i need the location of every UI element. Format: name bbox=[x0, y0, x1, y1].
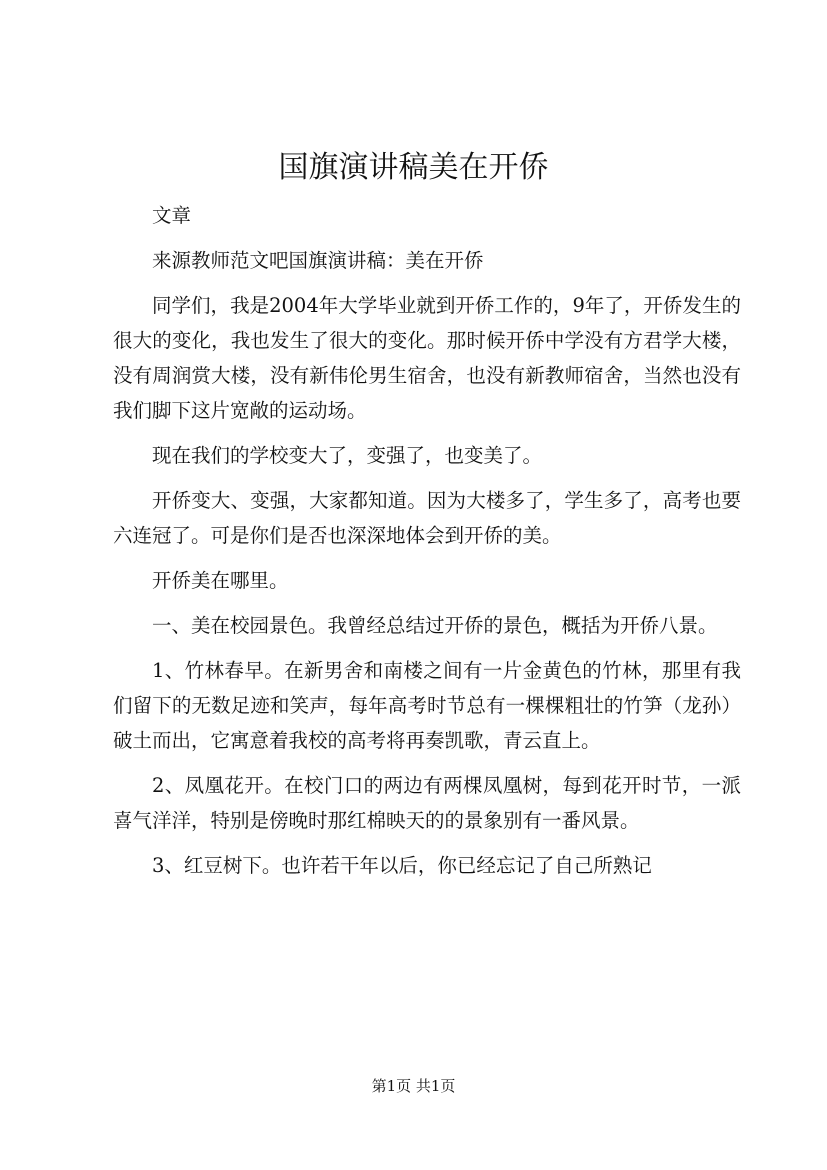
paragraph-strong: 开侨变大、变强，大家都知道。因为大楼多了，学生多了，高考也要六连冠了。可是你们是否也深深地体会到开侨的美。 bbox=[113, 489, 741, 547]
paragraph-scenery: 一、美在校园景色。我曾经总结过开侨的景色，概括为开侨八景。 bbox=[152, 614, 718, 637]
paragraph-bamboo: 1、竹林春早。在新男舍和南楼之间有一片金黄色的竹林，那里有我们留下的无数足迹和笑声，每年高考时节总有一棵棵粗壮的竹笋（龙孙）破土而出，它寓意着我校的高考将再奏凯歌，青云直上。 bbox=[113, 659, 741, 752]
document-title: 国旗演讲稿美在开侨 bbox=[278, 150, 549, 185]
paragraph-intro: 同学们，我是2004年大学毕业就到开侨工作的，9年了，开侨发生的很大的变化，我也发生了很大的变化。那时候开侨中学没有方君学大楼，没有周润赏大楼，没有新伟伦男生宿舍，也没有新教师宿舍，当然也没有我们脚下这片宽敞的运动场。 bbox=[113, 294, 741, 422]
paragraph-question: 开侨美在哪里。 bbox=[152, 569, 289, 592]
paragraph-change: 现在我们的学校变大了，变强了，也变美了。 bbox=[152, 444, 543, 467]
paragraph-phoenix: 2、凤凰花开。在校门口的两边有两棵凤凰树，每到花开时节，一派喜气洋洋，特别是傍晚时那红棉映天的的景象别有一番风景。 bbox=[113, 774, 741, 832]
paragraph-source: 来源教师范文吧国旗演讲稿：美在开侨 bbox=[152, 249, 484, 272]
paragraph-redbean: 3、红豆树下。也许若干年以后，你已经忘记了自己所熟记 bbox=[152, 854, 652, 877]
document-body bbox=[113, 198, 741, 893]
page-footer: 第1页 共1页 bbox=[371, 1077, 456, 1095]
paragraph-category: 文章 bbox=[152, 204, 192, 227]
